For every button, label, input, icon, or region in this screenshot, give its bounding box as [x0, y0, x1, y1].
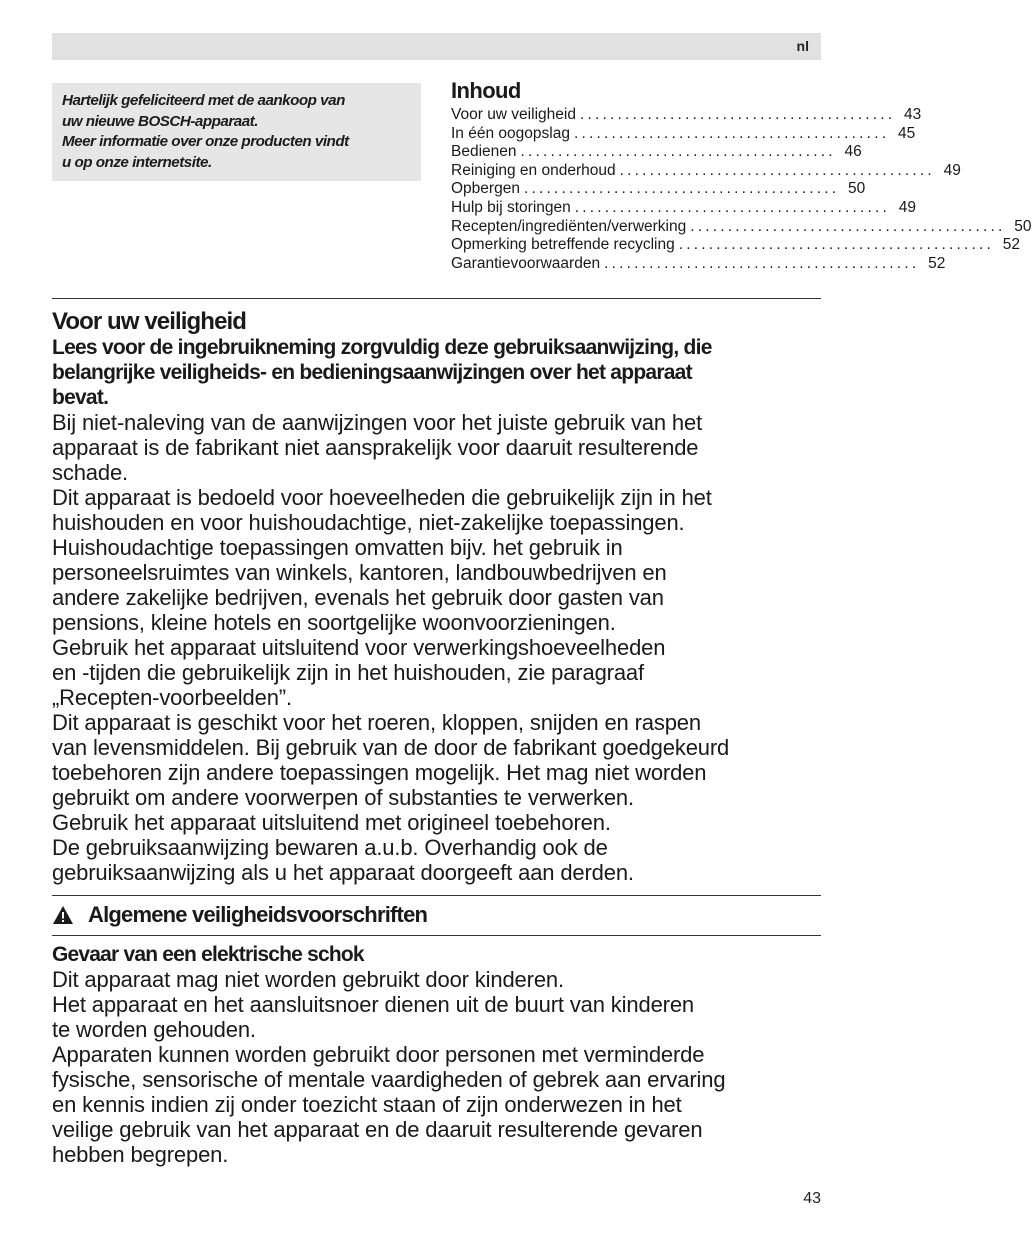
intro-line: Meer informatie over onze producten vindt: [62, 133, 349, 150]
toc-leader-dots: ..........................................: [523, 180, 840, 198]
toc-entry-label: Hulp bij storingen: [451, 198, 571, 216]
toc-entry-label: Garantievoorwaarden: [451, 254, 601, 272]
body-line: andere zakelijke bedrijven, evenals het gebruik door gasten van: [52, 585, 664, 610]
toc-leader-dots: ..........................................: [690, 217, 1006, 235]
divider: [52, 895, 821, 896]
body-line: Gebruik het apparaat uitsluitend met origineel toebehoren.: [52, 810, 611, 835]
body-line: Dit apparaat is geschikt voor het roeren, kloppen, snijden en raspen: [52, 710, 701, 735]
page-number: 43: [803, 1190, 821, 1207]
body-line: huishouden en voor huishoudachtige, niet-zakelijke toepassingen.: [52, 510, 685, 535]
body-line: Gebruik het apparaat uitsluitend voor verwerkingshoeveelheden: [52, 635, 666, 660]
toc-entry-label: In één oogopslag: [451, 124, 570, 142]
toc-leader-dots: ..........................................: [579, 106, 896, 123]
toc-entry-page: 45: [897, 124, 916, 142]
body-line: apparaat is de fabrikant niet aansprakelijk voor daaruit resulterende: [52, 435, 699, 460]
body-line: Dit apparaat is bedoeld voor hoeveelheden die gebruikelijk zijn in het: [52, 485, 712, 510]
toc-entry-page: 46: [844, 143, 862, 161]
intro-box: [52, 83, 421, 181]
body-line: personeelsruimtes van winkels, kantoren, landbouwbedrijven en: [52, 560, 667, 585]
toc-entry[interactable]: [451, 124, 916, 144]
divider: [52, 935, 821, 936]
toc-entry-label: Bedienen: [451, 143, 517, 161]
body-line: van levensmiddelen. Bij gebruik van de door de fabrikant goedgekeurd: [52, 735, 730, 760]
language-bar: [52, 33, 821, 60]
toc-leader-dots: ..........................................: [574, 198, 891, 216]
body-line: Apparaten kunnen worden gebruikt door personen met verminderde: [52, 1042, 705, 1067]
warning-icon: [52, 905, 74, 925]
toc-entry-label: Reiniging en onderhoud: [451, 161, 616, 179]
toc-entry-label: Opbergen: [451, 180, 520, 198]
body-line: Dit apparaat mag niet worden gebruikt door kinderen.: [52, 967, 564, 992]
divider: [52, 298, 821, 299]
toc-entry[interactable]: [451, 254, 946, 274]
body-line: De gebruiksaanwijzing bewaren a.u.b. Overhandig ook de: [52, 835, 608, 860]
body-line: Bij niet-naleving van de aanwijzingen voor het juiste gebruik van het: [52, 410, 703, 435]
lead-line: bevat.: [52, 386, 109, 409]
toc-entry-label: Voor uw veiligheid: [451, 106, 576, 123]
toc-title: Inhoud: [451, 78, 521, 103]
subheading: Gevaar van een elektrische schok: [52, 943, 364, 966]
toc-entry[interactable]: [451, 143, 862, 162]
section-heading: Algemene veiligheidsvoorschriften: [88, 902, 428, 927]
body-line: veilige gebruik van het apparaat en de daaruit resulterende gevaren: [52, 1117, 703, 1142]
body-line: hebben begrepen.: [52, 1142, 229, 1167]
general-safety-section: [52, 942, 827, 1167]
lead-line: belangrijke veiligheids- en bedieningsaanwijzingen over het apparaat: [52, 361, 692, 384]
toc-entry-page: 43: [903, 106, 922, 123]
intro-line: u op onze internetsite.: [62, 153, 212, 171]
toc-leader-dots: ..........................................: [619, 161, 935, 179]
table-of-contents: [451, 78, 1032, 273]
intro-line: Hartelijk gefeliciteerd met de aankoop van: [62, 92, 345, 109]
toc-entry[interactable]: [451, 236, 1021, 255]
toc-entry-page: 52: [1002, 236, 1021, 254]
lead-line: Lees voor de ingebruikneming zorgvuldig deze gebruiksaanwijzing, die: [52, 336, 712, 359]
language-code: nl: [796, 38, 809, 54]
body-line: Het apparaat en het aansluitsnoer dienen uit de buurt van kinderen: [52, 992, 695, 1017]
body-line: te worden gehouden.: [52, 1017, 256, 1042]
toc-entry[interactable]: [451, 180, 866, 199]
toc-entry-page: 50: [1014, 217, 1032, 235]
body-line: gebruiksaanwijzing als u het apparaat doorgeeft aan derden.: [52, 860, 634, 885]
toc-entry-page: 50: [847, 180, 866, 198]
toc-leader-dots: ..........................................: [520, 143, 836, 161]
section-heading: Voor uw veiligheid: [52, 308, 247, 335]
body-line: pensions, kleine hotels en soortgelijke woonvoorzieningen.: [52, 610, 616, 635]
toc-entry-label: Opmerking betreffende recycling: [451, 236, 675, 254]
body-line: fysische, sensorische of mentale vaardigheden of gebrek aan ervaring: [52, 1067, 726, 1092]
toc-entry-page: 49: [898, 198, 917, 216]
body-line: „Recepten-voorbeelden”.: [52, 685, 292, 710]
general-safety-heading: [52, 901, 427, 929]
body-line: schade.: [52, 460, 129, 485]
intro-line: uw nieuwe BOSCH-apparaat.: [62, 112, 258, 130]
toc-leader-dots: ..........................................: [678, 236, 995, 254]
body-line: toebehoren zijn andere toepassingen mogelijk. Het mag niet worden: [52, 760, 707, 785]
toc-entry-label: Recepten/ingrediënten/verwerking: [451, 217, 687, 235]
toc-leader-dots: ..........................................: [604, 254, 920, 272]
toc-entry-page: 49: [943, 161, 961, 179]
toc-entry[interactable]: [451, 106, 922, 125]
toc-leader-dots: ..........................................: [573, 124, 890, 142]
body-line: en kennis indien zij onder toezicht staan of zijn onderwezen in het: [52, 1092, 682, 1117]
toc-entry[interactable]: [451, 198, 917, 218]
toc-entry[interactable]: [451, 161, 961, 181]
safety-section: [52, 309, 827, 885]
toc-entry-page: 52: [928, 254, 946, 272]
body-line: en -tijden die gebruikelijk zijn in het huishouden, zie paragraaf: [52, 660, 644, 685]
body-line: Huishoudachtige toepassingen omvatten bijv. het gebruik in: [52, 535, 623, 560]
toc-entry[interactable]: [451, 217, 1032, 237]
body-line: gebruikt om andere voorwerpen of substanties te verwerken.: [52, 785, 634, 810]
